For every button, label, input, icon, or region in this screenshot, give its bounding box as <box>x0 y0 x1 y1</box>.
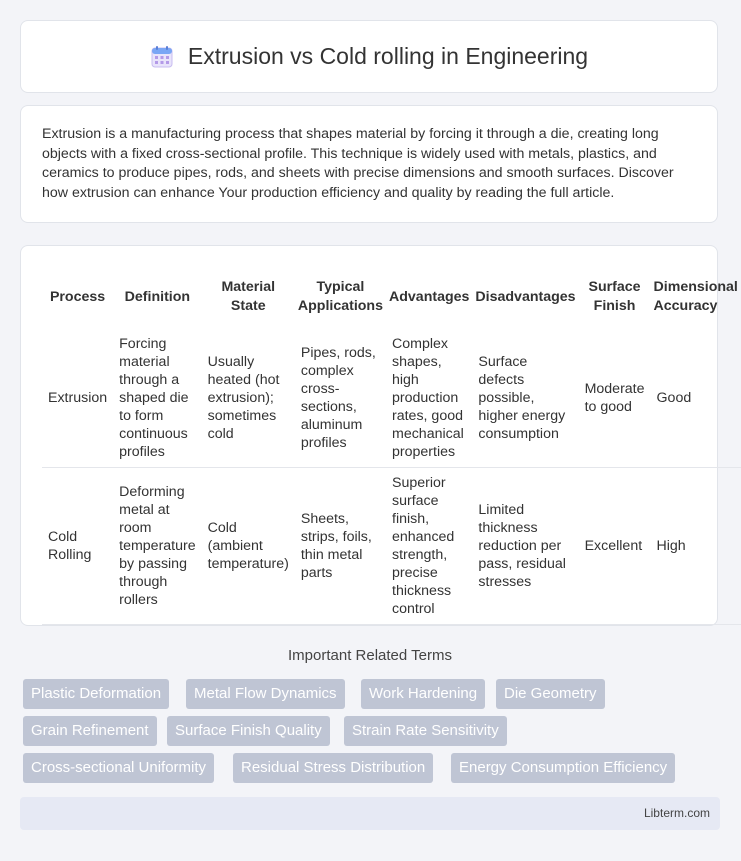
table-cell: High <box>651 468 741 625</box>
page-title: Extrusion vs Cold rolling in Engineering <box>187 43 589 69</box>
table-cell: Deforming metal at room temperature by passing through rollers <box>113 468 202 625</box>
header-card <box>20 20 718 93</box>
table-cell: Good <box>651 328 741 468</box>
footer-site-link[interactable]: Libterm.com <box>643 806 710 820</box>
tag-cross-sectional-uniformity[interactable]: Cross-sectional Uniformity <box>23 753 214 783</box>
comparison-table <box>42 266 741 625</box>
tag-strain-rate-sensitivity[interactable]: Strain Rate Sensitivity <box>344 716 507 746</box>
table-cell: Excellent <box>579 468 651 625</box>
intro-text: Extrusion is a manufacturing process that shapes material by forcing it through a die, creating long objects with a fixed cross-sectional profile. This technique is widely used with metals, plastics, and ceramics to produce pipes, rods, and sheets with precise dimensions and smooth surfaces. Discover how extrusion can enhance Your production efficiency and quality by reading the full article. <box>42 126 674 201</box>
column-header: Definition <box>124 288 191 305</box>
table-cell: Cold Rolling <box>42 468 113 625</box>
table-cell: Sheets, strips, foils, thin metal parts <box>295 468 386 625</box>
table-cell: Pipes, rods, complex cross-sections, aluminum profiles <box>295 328 386 468</box>
tag-energy-consumption-efficiency[interactable]: Energy Consumption Efficiency <box>451 753 675 783</box>
table-header-row <box>42 266 741 328</box>
table-row <box>42 328 741 468</box>
intro-card <box>20 105 718 223</box>
column-header: Surface Finish <box>588 279 641 314</box>
table-cell: Superior surface finish, enhanced strength, precise thickness control <box>386 468 472 625</box>
calendar-icon <box>150 45 174 69</box>
column-header: Dimensional Accuracy <box>653 279 738 314</box>
tag-surface-finish-quality[interactable]: Surface Finish Quality <box>167 716 330 746</box>
table-cell: Cold (ambient temperature) <box>202 468 295 625</box>
column-header: Advantages <box>389 288 470 305</box>
table-cell: Moderate to good <box>579 328 651 468</box>
column-header: Material State <box>221 279 276 314</box>
table-cell: Surface defects possible, higher energy consumption <box>472 328 578 468</box>
column-header: Typical Applications <box>297 279 383 314</box>
column-header: Process <box>49 288 106 305</box>
table-cell: Complex shapes, high production rates, good mechanical properties <box>386 328 472 468</box>
tag-residual-stress-distribution[interactable]: Residual Stress Distribution <box>233 753 433 783</box>
tag-work-hardening[interactable]: Work Hardening <box>361 679 485 709</box>
tag-die-geometry[interactable]: Die Geometry <box>496 679 605 709</box>
table-cell: Forcing material through a shaped die to form continuous profiles <box>113 328 202 468</box>
related-terms-title: Important Related Terms <box>288 647 452 664</box>
column-header: Disadvantages <box>475 288 576 305</box>
comparison-table-card <box>20 245 738 626</box>
table-cell: Extrusion <box>42 328 113 468</box>
table-cell: Usually heated (hot extrusion); sometimes cold <box>202 328 295 468</box>
table-cell: Limited thickness reduction per pass, residual stresses <box>472 468 578 625</box>
tag-grain-refinement[interactable]: Grain Refinement <box>23 716 157 746</box>
tag-metal-flow-dynamics[interactable]: Metal Flow Dynamics <box>186 679 345 709</box>
table-row <box>42 468 741 625</box>
footer <box>20 797 720 830</box>
tag-plastic-deformation[interactable]: Plastic Deformation <box>23 679 169 709</box>
